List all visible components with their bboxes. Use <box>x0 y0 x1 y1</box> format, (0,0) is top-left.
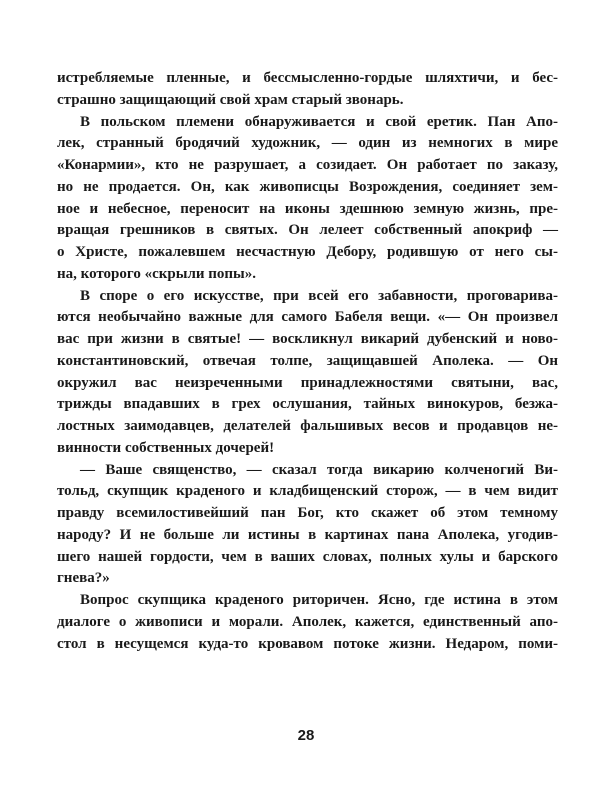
text-line: лек, странный бродячий художник, — один из немногих в мире <box>57 135 558 152</box>
text-line: ное и небесное, переносит на иконы здешнюю земную жизнь, пре- <box>57 200 558 217</box>
text-line: страшно защищающий свой храм старый звонарь. <box>57 91 404 108</box>
text-line: константиновский, отвечая толпе, защищавшей Аполека. — Он <box>57 352 558 369</box>
text-line: В польском племени обнаруживается и свой еретик. Пан Апо- <box>80 113 558 130</box>
text-line: лостных заимодавцев, делателей фальшивых весов и продавцов не- <box>57 418 558 434</box>
text-line: истребляемые пленные, и бессмысленно-гордые шляхтичи, и бес- <box>57 70 558 86</box>
page-number: 28 <box>297 727 315 744</box>
text-line: стол в несущемся куда-то кровавом потоке жизни. Недаром, поми- <box>57 635 558 652</box>
text-line: диалоге о живописи и морали. Аполек, кажется, единственный апо- <box>57 613 558 630</box>
text-line: В споре о его искусстве, при всей его забавности, проговарива- <box>80 287 558 304</box>
text-line: на, которого «скрыли попы». <box>57 265 256 282</box>
text-line: вас при жизни в святые! — воскликнул викарий дубенский и ново- <box>57 331 558 347</box>
text-line: — Ваше священство, — сказал тогда викарию колченогий Ви- <box>80 461 558 478</box>
text-line: вращая грешников в святых. Он лелеет собственный апокриф — <box>57 222 558 239</box>
body-text <box>57 68 558 655</box>
text-line: ются необычайно важные для самого Бабеля вещи. «— Он произвел <box>57 309 558 326</box>
text-line: правду всемилостивейший пан Бог, кто скажет об этом темному <box>57 505 558 521</box>
text-line: трижды впадавших в грех ослушания, тайных винокуров, безжа- <box>57 396 558 413</box>
text-line: винности собственных дочерей! <box>57 439 275 456</box>
text-line: шего нашей гордости, чем в ваших словах, полных хулы и барского <box>57 548 558 565</box>
text-line: «Конармии», кто не разрушает, а созидает. Он работает по заказу, <box>57 157 558 173</box>
text-line: Вопрос скупщика краденого риторичен. Ясно, где истина в этом <box>80 592 558 608</box>
text-line: гнева?» <box>57 570 110 587</box>
text-line: тольд, скупщик краденого и кладбищенский сторож, — в чем видит <box>57 483 558 500</box>
text-line: народу? И не больше ли истины в картинах пана Аполека, угодив- <box>57 526 558 543</box>
text-line: но не продается. Он, как живописцы Возрождения, соединяет зем- <box>57 178 558 195</box>
text-line: окружил вас неизреченными принадлежностями святыни, вас, <box>57 374 558 391</box>
text-line: о Христе, пожалевшем несчастную Дебору, родившую от него сы- <box>57 244 558 260</box>
